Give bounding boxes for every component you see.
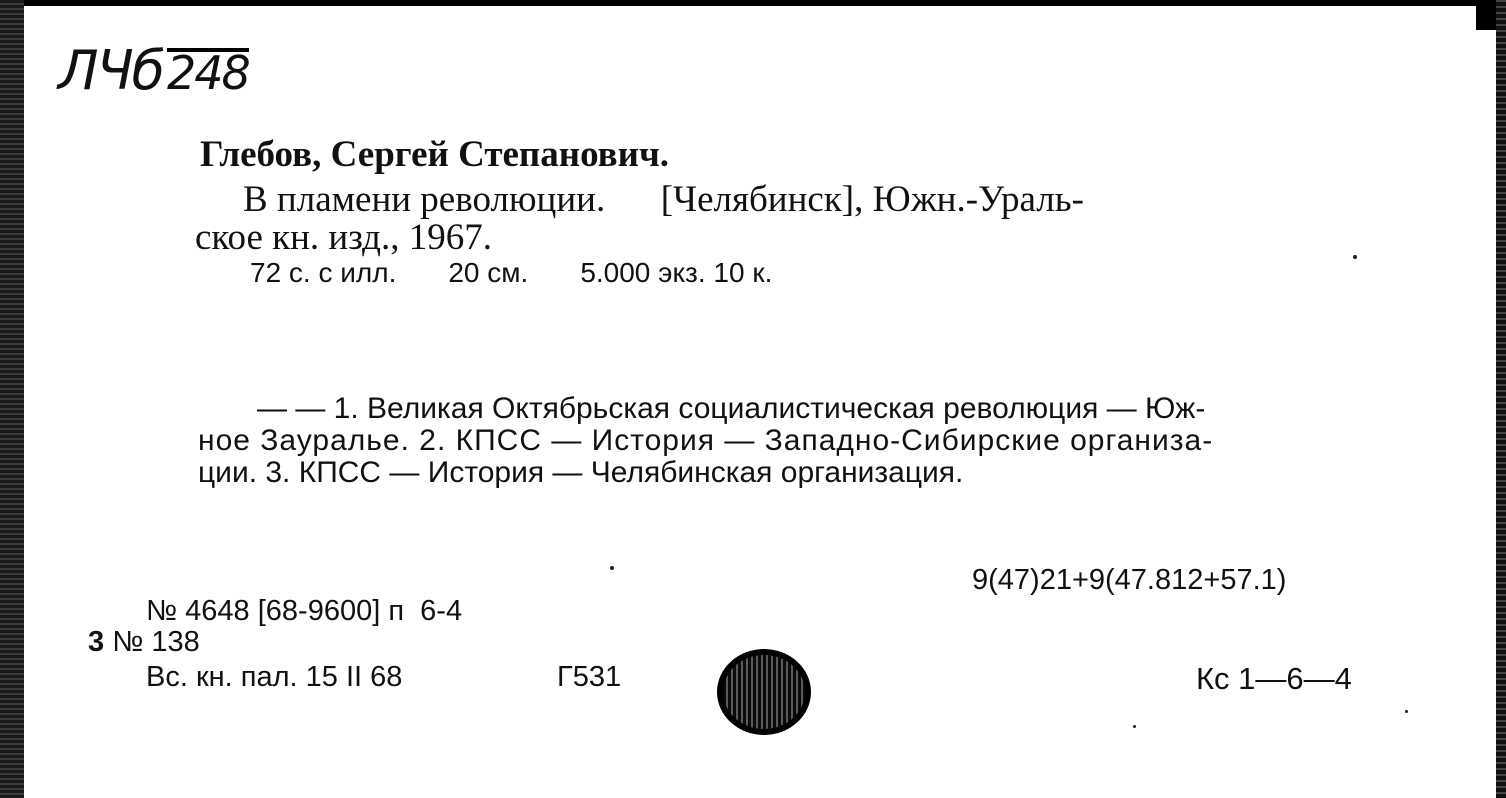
subject-line-1: — — 1. Великая Октябрьская социалистическая революция — Юж- [257,392,1206,425]
physical-description [250,259,772,287]
scan-edge-left [0,0,24,798]
shelfmark-prefix: ЛЧб [58,39,163,102]
pages-text: 72 с. с илл. [250,257,397,288]
subject-line-3: ции. 3. КПСС — История — Челябинская организация. [198,456,964,489]
author-heading: Глебов, Сергей Степанович. [200,134,670,175]
title-line-1: В пламени революции. [Челябинск], Южн.-Ураль- [243,179,1084,220]
shelfmark-number: 248 [166,46,249,100]
speck [610,566,614,570]
speck [1133,725,1136,728]
order-number: № 4648 [68-9600] п 6-4 [146,595,463,627]
g-code: Г531 [557,661,622,693]
z-prefix: 3 [88,626,105,658]
punch-hole [718,650,810,734]
z-number [88,628,200,657]
size-text: 20 см. [448,257,529,288]
kc-code: Кс 1—6—4 [1196,661,1352,696]
scan-edge-top [0,0,1506,6]
subject-line-2: ное Зауралье. 2. КПСС — История — Западно-Сибирские организа- [198,424,1214,457]
z-value: № 138 [112,626,200,658]
speck [1405,710,1408,713]
copies-price-text: 5.000 экз. 10 к. [580,257,773,288]
scan-corner [1476,0,1496,30]
handwritten-shelfmark [58,39,249,102]
title-line-2: ское кн. изд., 1967. [195,217,492,258]
scan-edge-right [1496,0,1506,798]
speck [1353,255,1357,259]
book-chamber-stamp: Вс. кн. пал. 15 II 68 [146,661,403,693]
classification-index: 9(47)21+9(47.812+57.1) [972,564,1287,596]
